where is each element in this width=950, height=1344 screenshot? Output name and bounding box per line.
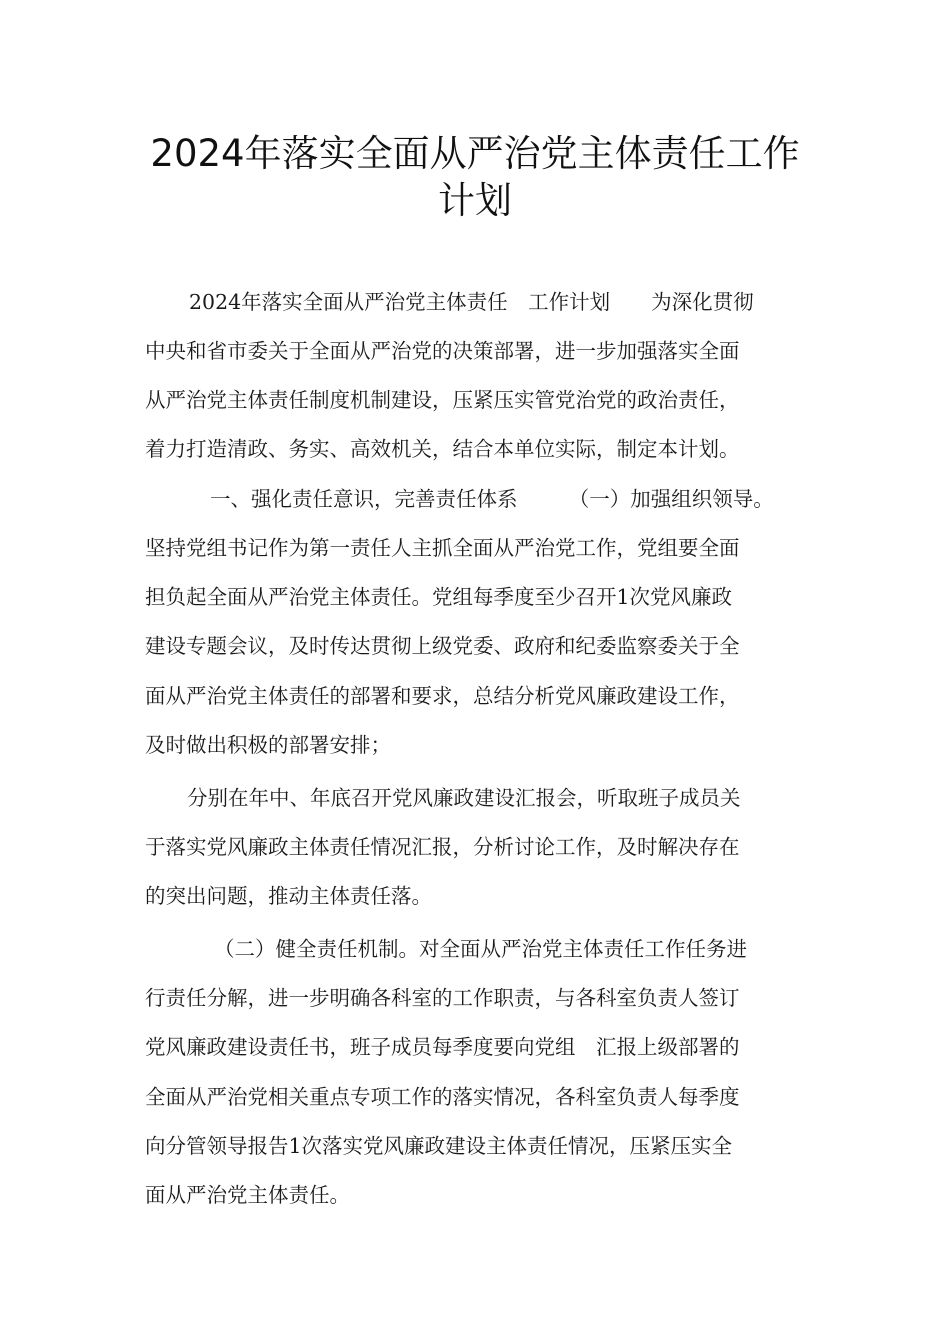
body-line: 坚持党组书记作为第一责任人主抓全面从严治党工作，党组要全面 bbox=[145, 536, 740, 560]
body-line: 从严治党主体责任制度机制建设，压紧压实管党治党的政治责任， bbox=[145, 388, 740, 412]
body-line: 一、强化责任意识，完善责任体系 （一）加强组织领导。 bbox=[210, 487, 774, 511]
body-line: 行责任分解，进一步明确各科室的工作职责，与各科室负责人签订 bbox=[145, 986, 740, 1010]
body-line: 着力打造清政、务实、高效机关，结合本单位实际，制定本计划。 bbox=[145, 437, 740, 461]
body-line: （二）健全责任机制。对全面从严治党主体责任工作任务进 bbox=[214, 937, 747, 961]
body-line: 党风廉政建设责任书，班子成员每季度要向党组 汇报上级部署的 bbox=[145, 1035, 740, 1059]
document-title-line-1: 2024年落实全面从严治党主体责任工作 bbox=[150, 132, 800, 175]
body-line: 中央和省市委关于全面从严治党的决策部署，进一步加强落实全面 bbox=[145, 339, 740, 363]
body-line: 面从严治党主体责任。 bbox=[145, 1183, 350, 1207]
body-line: 分别在年中、年底召开党风廉政建设汇报会，听取班子成员关 bbox=[187, 786, 741, 810]
body-line: 的突出问题，推动主体责任落。 bbox=[145, 884, 432, 908]
body-line: 担负起全面从严治党主体责任。党组每季度至少召开1次党风廉政 bbox=[145, 585, 733, 609]
body-line: 面从严治党主体责任的部署和要求，总结分析党风廉政建设工作， bbox=[145, 684, 740, 708]
body-line: 2024年落实全面从严治党主体责任 工作计划 为深化贯彻 bbox=[189, 290, 754, 314]
document-title-line-2: 计划 bbox=[438, 179, 512, 222]
body-line: 建设专题会议，及时传达贯彻上级党委、政府和纪委监察委关于全 bbox=[145, 634, 740, 658]
body-line: 全面从严治党相关重点专项工作的落实情况，各科室负责人每季度 bbox=[145, 1085, 740, 1109]
body-line: 及时做出积极的部署安排； bbox=[145, 733, 391, 757]
body-line: 于落实党风廉政主体责任情况汇报，分析讨论工作，及时解决存在 bbox=[145, 835, 740, 859]
body-line: 向分管领导报告1次落实党风廉政建设主体责任情况，压紧压实全 bbox=[145, 1134, 733, 1158]
